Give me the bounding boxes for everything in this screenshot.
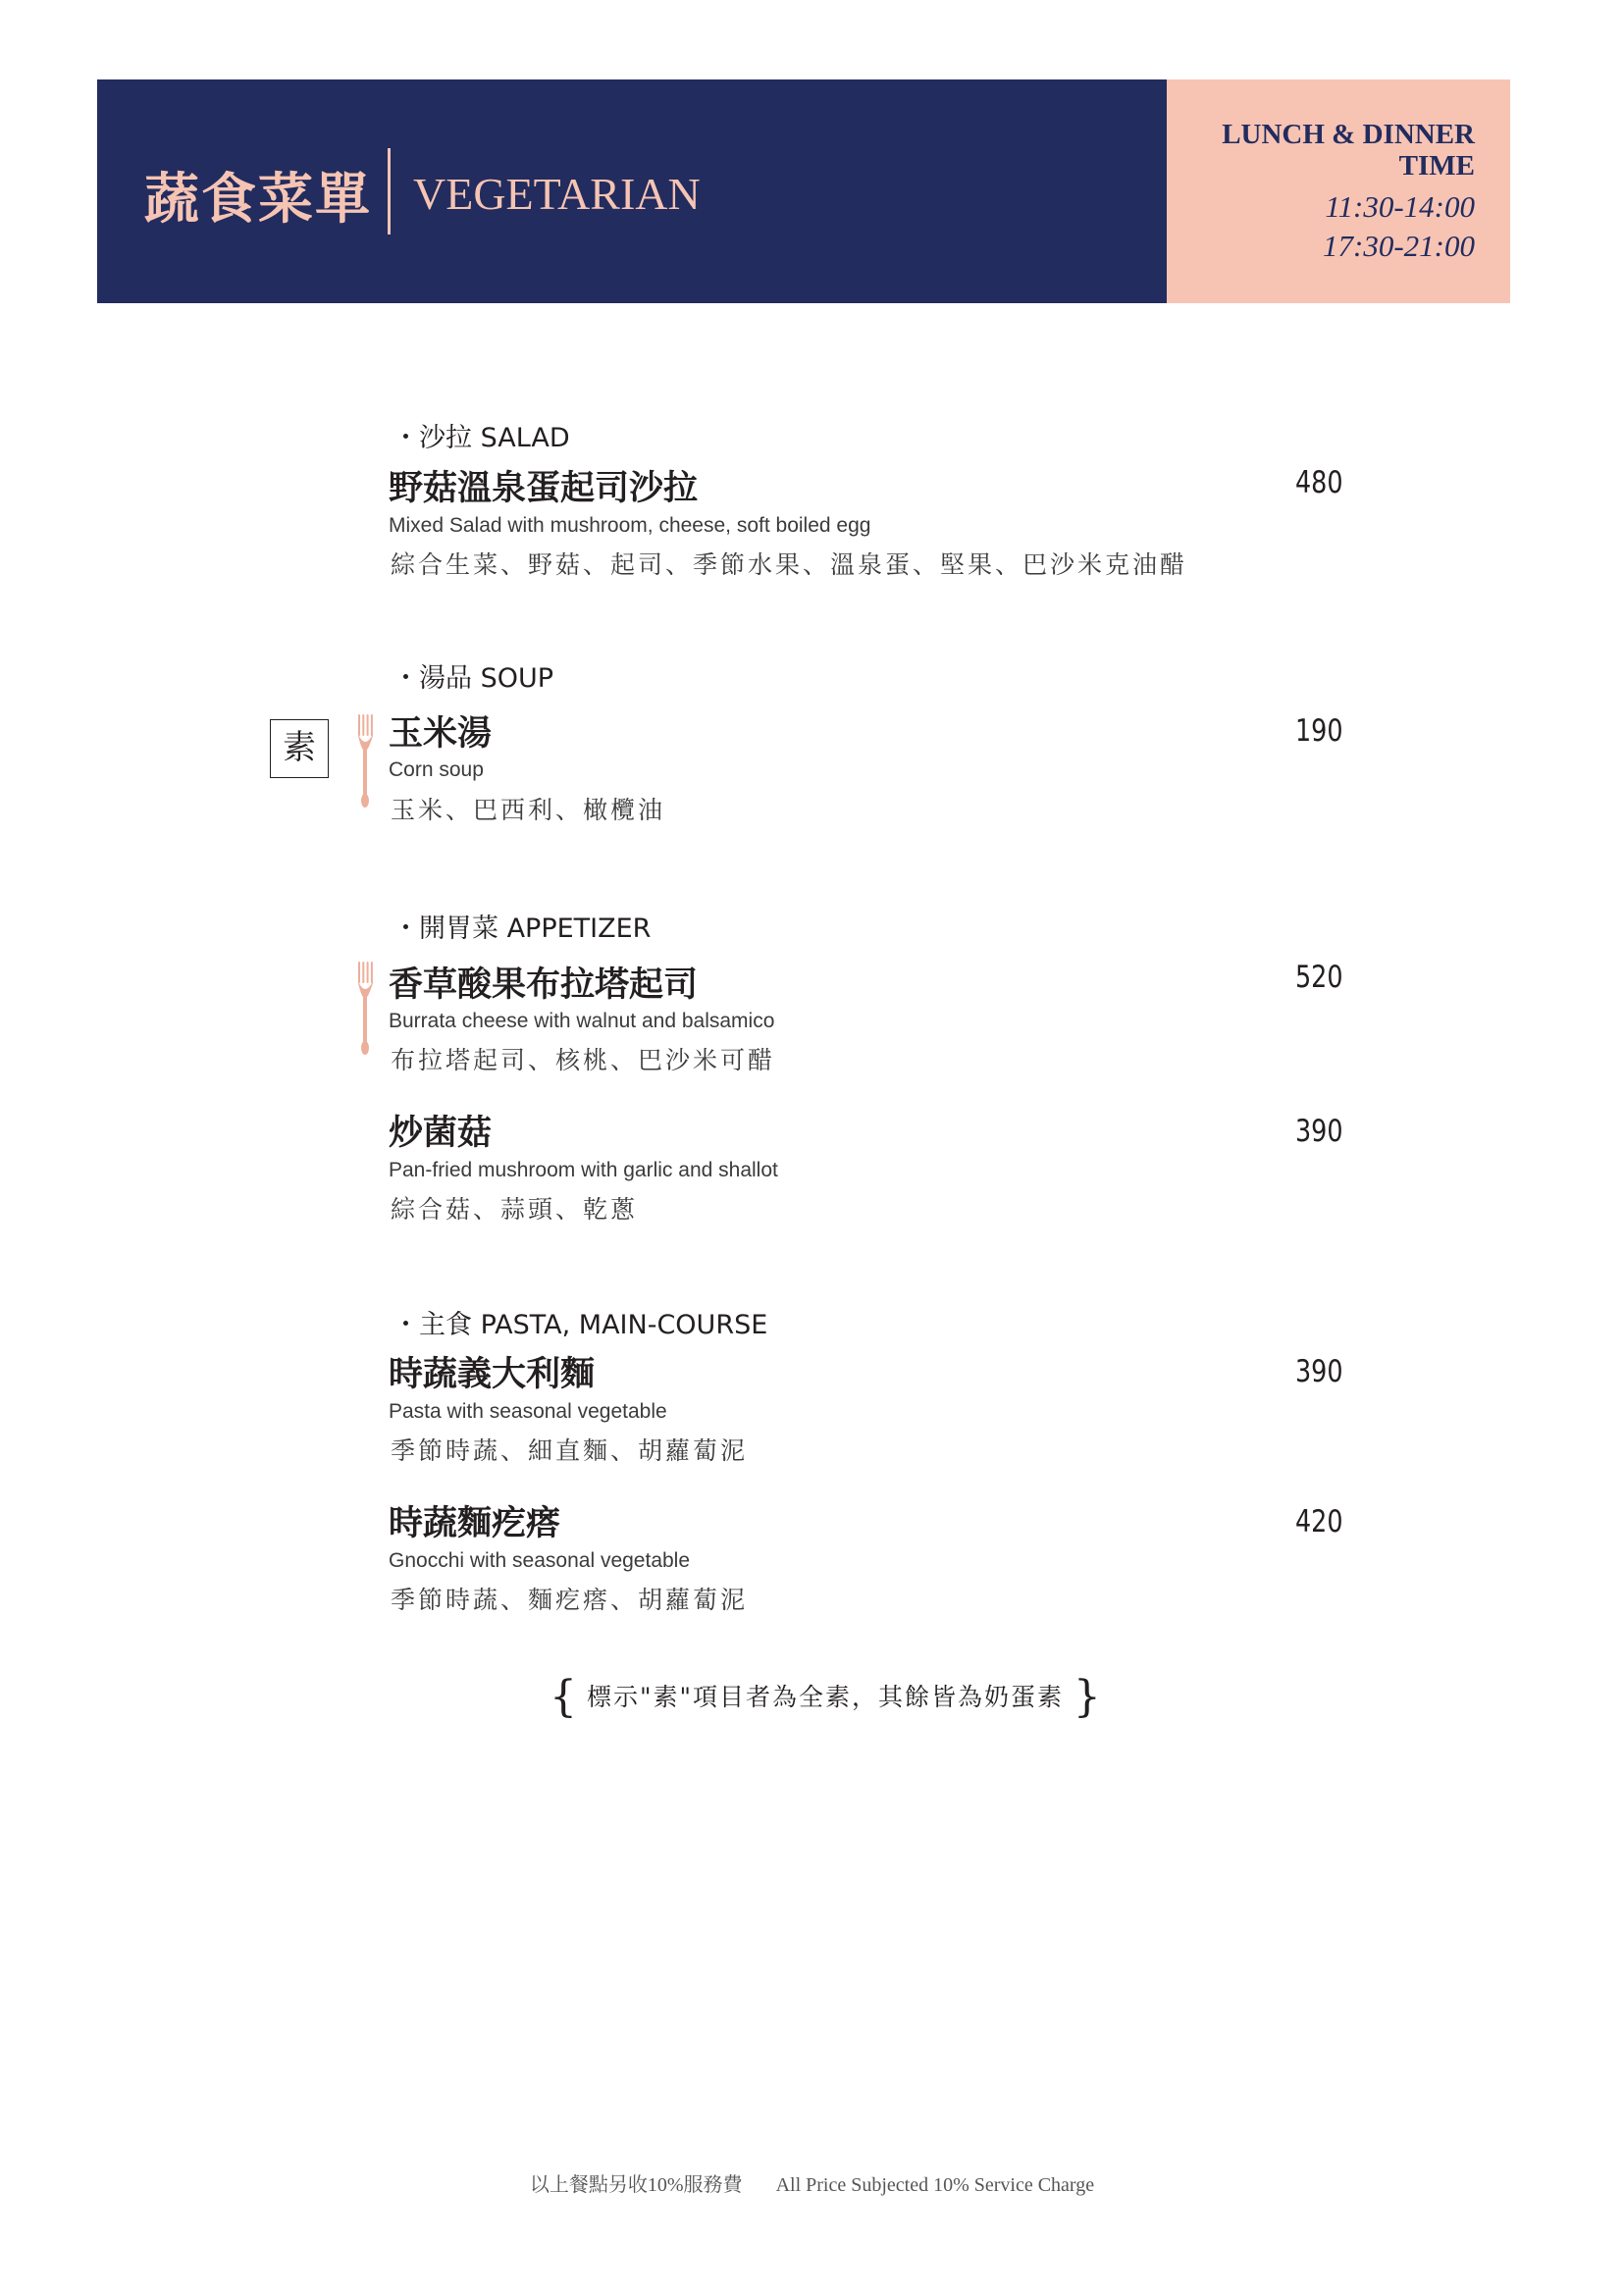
hours-panel	[1167, 79, 1510, 303]
menu-header	[97, 79, 1510, 303]
dish-description-zh: 季節時蔬、細直麵、胡蘿蔔泥	[391, 1436, 749, 1465]
hours-heading	[1222, 119, 1475, 182]
header-title-panel	[97, 79, 1167, 303]
dish-price: 520	[1295, 960, 1343, 995]
dish-price: 420	[1295, 1504, 1343, 1539]
dish-description-zh: 綜合菇、蒜頭、乾蔥	[391, 1195, 639, 1224]
vegan-badge: 素	[270, 719, 329, 778]
dish-description-en: Corn soup	[389, 758, 484, 781]
dish-name: 香草酸果布拉塔起司	[389, 965, 699, 1005]
service-charge-zh: 以上餐點另收10%服務費	[529, 2174, 743, 2196]
dish-description-en: Pan-fried mushroom with garlic and shallot	[389, 1159, 778, 1181]
title-divider	[388, 148, 391, 235]
dish-price: 190	[1295, 713, 1343, 749]
lunch-hours: 11:30-14:00	[1325, 189, 1475, 224]
dish-price: 390	[1295, 1114, 1343, 1149]
footnote-text: 標示"素"項目者為全素，其餘皆為奶蛋素	[586, 1683, 1064, 1711]
menu-title-en: VEGETARIAN	[413, 169, 701, 219]
dish-description-zh: 玉米、巴西利、橄欖油	[391, 796, 666, 824]
dish-description-zh: 季節時蔬、麵疙瘩、胡蘿蔔泥	[391, 1586, 749, 1614]
dish-name: 玉米湯	[389, 713, 493, 754]
fork-icon	[355, 714, 375, 809]
service-charge-note	[0, 2168, 1624, 2197]
dinner-hours: 17:30-21:00	[1323, 229, 1475, 263]
dish-price: 480	[1295, 465, 1343, 500]
dish-name: 炒菌菇	[389, 1113, 493, 1153]
section-title-appetizer: ・開胃菜 APPETIZER	[393, 913, 652, 944]
dish-name: 時蔬義大利麵	[389, 1354, 596, 1394]
dish-name: 野菇溫泉蛋起司沙拉	[389, 468, 699, 508]
dish-name: 時蔬麵疙瘩	[389, 1503, 561, 1543]
hours-heading-line2: TIME	[1398, 150, 1475, 182]
dish-description-en: Pasta with seasonal vegetable	[389, 1400, 667, 1423]
vegan-footnote	[550, 1672, 1101, 1722]
hours-heading-line1: LUNCH & DINNER	[1222, 119, 1475, 150]
fork-icon	[355, 962, 375, 1056]
dish-description-en: Burrata cheese with walnut and balsamico	[389, 1010, 775, 1032]
service-charge-en: All Price Subjected 10% Service Charge	[775, 2174, 1095, 2196]
footnote-brace-open: {	[550, 1672, 577, 1722]
footnote-brace-close: }	[1073, 1672, 1101, 1722]
dish-description-zh: 布拉塔起司、核桃、巴沙米可醋	[391, 1046, 776, 1074]
dish-description-en: Gnocchi with seasonal vegetable	[389, 1549, 691, 1572]
dish-price: 390	[1295, 1354, 1343, 1389]
section-title-salad: ・沙拉 SALAD	[393, 423, 570, 453]
section-title-main-course: ・主食 PASTA, MAIN-COURSE	[393, 1310, 768, 1340]
menu-title-zh: 蔬食菜單	[144, 167, 372, 232]
section-title-soup: ・湯品 SOUP	[393, 663, 554, 694]
dish-description-en: Mixed Salad with mushroom, cheese, soft boiled egg	[389, 514, 871, 537]
dish-description-zh: 綜合生菜、野菇、起司、季節水果、溫泉蛋、堅果、巴沙米克油醋	[391, 550, 1188, 579]
